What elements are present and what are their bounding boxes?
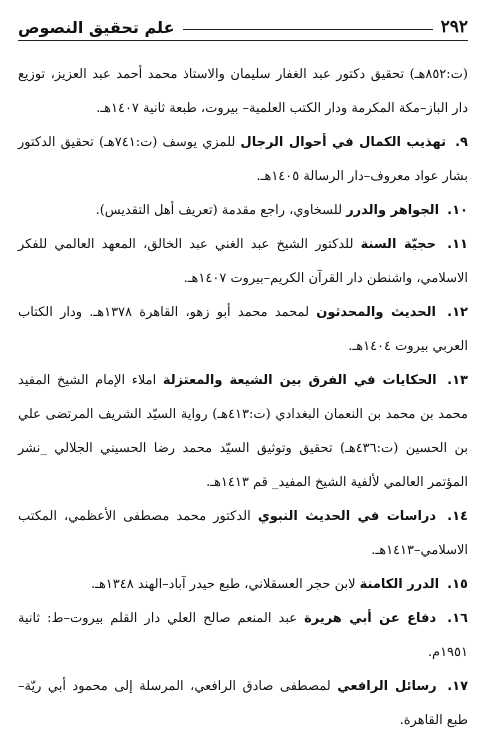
bibliography-entry bbox=[18, 670, 468, 738]
entry-title: رسائل الرافعي bbox=[337, 679, 437, 694]
entry-number: ٩. bbox=[455, 135, 468, 150]
entry-title: الحديث والمحدثون bbox=[316, 305, 436, 320]
page-header bbox=[18, 8, 468, 41]
bibliography-list bbox=[18, 58, 468, 738]
entry-text: عبد المنعم صالح العلي دار القلم بيروت–ط: ثانية ١٩٥١م. bbox=[18, 611, 468, 660]
bibliography-entry bbox=[18, 500, 468, 568]
entry-text: للدكتور الشيخ عبد الغني عبد الخالق، المعهد العالمي للفكر الاسلامي، واشنطن دار القرآن الكريم–بيروت ١٤٠٧هـ. bbox=[18, 237, 468, 286]
entry-number: ١١. bbox=[447, 237, 468, 252]
entry-text: لابن حجر العسقلاني، طبع حيدر آباد–الهند ١٣٤٨هـ. bbox=[91, 577, 356, 592]
entry-text: للسخاوي، راجع مقدمة (تعريف أهل التقديس). bbox=[95, 203, 343, 218]
entry-number: ١٠. bbox=[447, 203, 468, 218]
running-title: علم تحقيق النصوص bbox=[18, 18, 175, 37]
entry-text: لمصطفى صادق الرافعي، المرسلة إلى محمود أبي ريّة– طبع القاهرة. bbox=[18, 679, 468, 728]
header-rule bbox=[183, 29, 433, 30]
entry-number: ١٢. bbox=[447, 305, 468, 320]
entry-number: ١٣. bbox=[447, 373, 468, 388]
bibliography-entry bbox=[18, 194, 468, 228]
entry-title: دفاع عن أبي هريرة bbox=[304, 611, 437, 626]
entry-title: الجواهر والدرر bbox=[346, 203, 440, 218]
entry-text: املاء الإمام الشيخ المفيد محمد بن محمد بن النعمان البغدادي (ت:٤١٣هـ) رواية السيّد الشريف المرتضى علي بن الحسين (ت:٤٣٦هـ) تحقيق وتوثيق السيّد محمد رضا الحسيني الجلالي _نشر المؤتمر العالمي لألفية الشيخ المفيد_ قم ١٤١٣هـ. bbox=[18, 373, 468, 490]
entry-title: الدرر الكامنة bbox=[359, 577, 440, 592]
entry-title: تهذيب الكمال في أحوال الرجال bbox=[240, 135, 447, 150]
bibliography-entry bbox=[18, 126, 468, 194]
entry-number: ١٦. bbox=[447, 611, 468, 626]
entry-title: دراسات في الحديث النبوي bbox=[257, 509, 437, 524]
entry-title: حجيّة السنة bbox=[360, 237, 436, 252]
entry-number: ١٤. bbox=[447, 509, 468, 524]
entry-text: (ت:٨٥٢هـ) تحقيق دكتور عبد الغفار سليمان والاستاذ محمد أحمد عبد العزيز، توزيع دار الباز–مكة المكرمة ودار الكتب العلمية– بيروت، طبعة ثانية ١٤٠٧هـ. bbox=[18, 67, 468, 116]
bibliography-entry bbox=[18, 602, 468, 670]
bibliography-entry bbox=[18, 364, 468, 500]
bibliography-entry bbox=[18, 296, 468, 364]
entry-text: للمزي يوسف (ت:٧٤١هـ) تحقيق الدكتور بشار عواد معروف–دار الرسالة ١٤٠٥هـ. bbox=[18, 135, 468, 184]
entry-title: الحكايات في الفرق بين الشيعة والمعتزلة bbox=[162, 373, 437, 388]
bibliography-entry bbox=[18, 568, 468, 602]
entry-number: ١٥. bbox=[447, 577, 468, 592]
entry-text: الدكتور محمد مصطفى الأعظمي، المكتب الاسلامي–١٤١٣هـ. bbox=[18, 509, 468, 558]
entry-number: ١٧. bbox=[447, 679, 469, 694]
entry-text: لمحمد محمد أبو زهو، القاهرة ١٣٧٨هـ. ودار الكتاب العربي بيروت ١٤٠٤هـ. bbox=[18, 305, 468, 354]
bibliography-entry bbox=[18, 228, 468, 296]
bibliography-entry bbox=[18, 58, 468, 126]
page-number: ٢٩٢ bbox=[440, 17, 468, 37]
